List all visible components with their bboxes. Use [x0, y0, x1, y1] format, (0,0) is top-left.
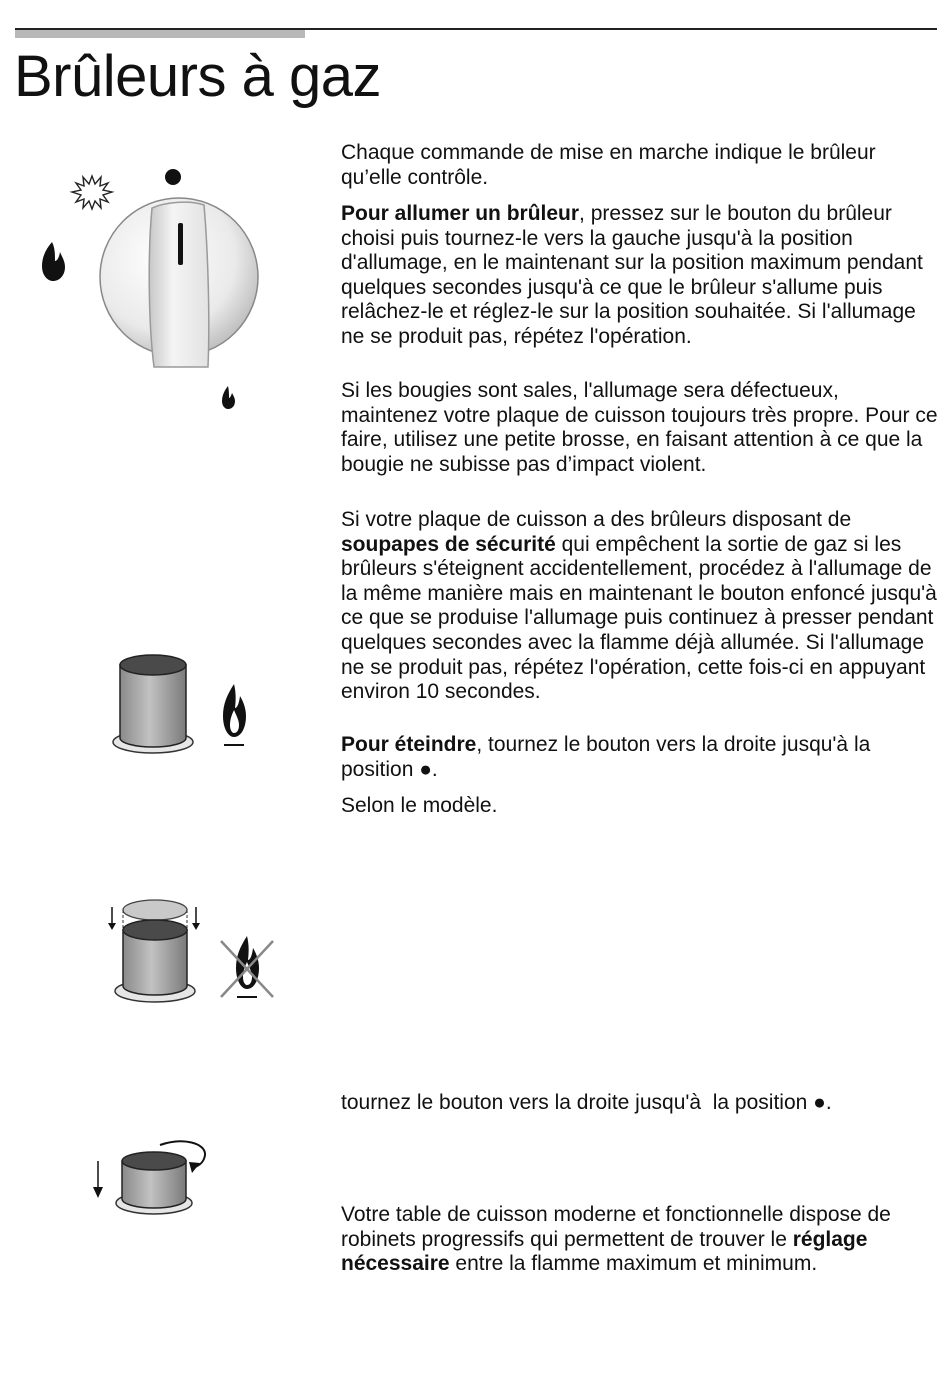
turn-off-heading: Pour éteindre [341, 733, 477, 756]
no-flame-figure [104, 893, 279, 1008]
push-knob-icon [113, 655, 193, 753]
light-burner-paragraph: Pour allumer un brûleur, pressez sur le bouton du brûleur choisi puis tournez-le vers la gauche jusqu'à la position d'allumage, en le maintenant sur la position maximum pendant quelques secondes jusqu'à ce que le brûleur s'allume puis relâchez-le et réglez-le sur la position souhaitée. Si l'allumage ne se produit pas, répétez l'opération. [341, 202, 923, 348]
intro-paragraph: Chaque commande de mise en marche indique le brûleur qu’elle contrôle. [341, 141, 876, 189]
light-burner-heading: Pour allumer un brûleur [341, 202, 580, 225]
small-flame-icon [222, 386, 235, 409]
rotate-knob-icon [116, 1152, 192, 1214]
knob-figure [30, 160, 280, 420]
page-title: Brûleurs à gaz [14, 44, 381, 109]
flame-on-icon [223, 684, 246, 745]
press-knob-figure [110, 650, 260, 755]
spark-plugs-paragraph: Si les bougies sont sales, l'allumage sera défectueux, maintenez votre plaque de cuisson toujours très propre. Pour ce faire, utilisez une petite brosse, en faisant attention à ce que la bougie ne subisse pas d’impact violent. [341, 379, 938, 476]
push-down-knob-icon [108, 900, 200, 1002]
large-flame-icon [42, 242, 65, 281]
safety-valve-paragraph: Si votre plaque de cuisson a des brûleurs disposant de soupapes de sécurité qui empêchent la sortie de gaz si les brûleurs s'éteignent accidentellement, procédez à l'allumage de la même manière mais en maintenant le bouton enfoncé jusqu'à ce que se produise l'allumage puis continuez à presser pendant quelques secondes avec la flamme déjà allumée. Si l'allumage ne se produit pas, répétez l'opération, cette fois-ci en appuyant environ 10 secondes. [341, 508, 937, 704]
spark-icon [72, 176, 112, 209]
header-accent-bar [15, 30, 305, 38]
turn-right-note: tournez le bouton vers la droite jusqu'à la position ●. [341, 1091, 832, 1114]
progressive-valves-paragraph: Votre table de cuisson moderne et fonctionnelle dispose de robinets progressifs qui permettent de trouver le réglage nécessaire entre la flamme maximum et minimum. [341, 1203, 891, 1276]
no-flame-icon [221, 936, 273, 997]
off-dot-icon [165, 169, 181, 185]
knob-icon [100, 198, 258, 367]
turn-off-paragraph: Pour éteindre, tournez le bouton vers la droite jusqu'à la position ●. [341, 733, 871, 781]
safety-valve-term: soupapes de sécurité [341, 532, 556, 556]
setting-term: réglage nécessaire [341, 1227, 868, 1276]
rotate-knob-figure [88, 1135, 218, 1225]
model-note: Selon le modèle. [341, 794, 498, 817]
